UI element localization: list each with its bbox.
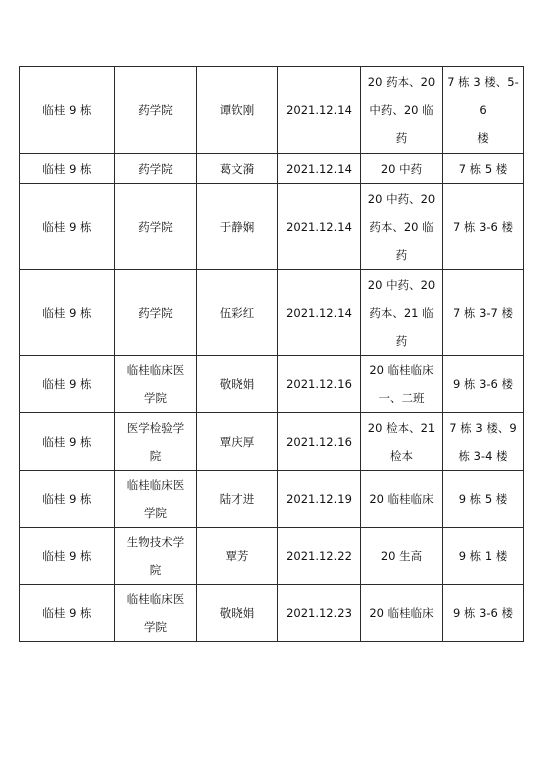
cell-location <box>443 270 524 356</box>
table-row <box>20 471 524 528</box>
cell-college-line: 药学院 <box>138 161 173 176</box>
cell-classes <box>361 413 443 471</box>
cell-classes-line: 20 检本、21 <box>367 420 436 435</box>
cell-person: 葛文漪 <box>197 154 278 184</box>
cell-location-line: 栋 3-4 楼 <box>458 448 508 463</box>
cell-classes <box>361 471 443 528</box>
cell-college-line: 药学院 <box>138 305 173 320</box>
table-row <box>20 154 524 184</box>
cell-person: 于静娴 <box>197 184 278 270</box>
cell-location <box>443 356 524 413</box>
cell-date: 2021.12.22 <box>278 528 361 585</box>
cell-classes-line: 一、二班 <box>378 391 425 405</box>
cell-college <box>115 528 197 585</box>
cell-college-line: 学院 <box>144 506 167 520</box>
cell-location <box>443 413 524 471</box>
cell-college-line: 学院 <box>144 391 167 405</box>
table-row <box>20 67 524 154</box>
cell-building: 临桂 9 栋 <box>20 471 115 528</box>
cell-college-line: 药学院 <box>138 103 173 117</box>
cell-college <box>115 471 197 528</box>
cell-college <box>115 585 197 642</box>
cell-location-line: 楼 <box>477 131 489 145</box>
cell-location-line: 7 栋 5 楼 <box>458 161 508 176</box>
cell-person: 敬晓娟 <box>197 356 278 413</box>
cell-building: 临桂 9 栋 <box>20 413 115 471</box>
cell-location-line: 7 栋 3 楼、5-6 <box>447 75 519 117</box>
cell-location-line: 7 栋 3-6 楼 <box>452 219 514 234</box>
cell-date: 2021.12.16 <box>278 413 361 471</box>
cell-college-line: 学院 <box>144 620 167 634</box>
cell-classes-line: 药本、20 临 <box>369 219 434 234</box>
cell-location <box>443 471 524 528</box>
cell-classes <box>361 356 443 413</box>
cell-classes-line: 20 中药、20 <box>367 191 436 206</box>
cell-classes-line: 20 生高 <box>380 549 423 563</box>
table-row <box>20 585 524 642</box>
cell-classes <box>361 585 443 642</box>
cell-classes-line: 检本 <box>390 448 413 463</box>
cell-classes <box>361 270 443 356</box>
cell-location-line: 7 栋 3 楼、9 <box>449 420 517 435</box>
cell-classes <box>361 67 443 154</box>
cell-person: 覃庆厚 <box>197 413 278 471</box>
cell-classes <box>361 528 443 585</box>
cell-person: 陆才进 <box>197 471 278 528</box>
table-row <box>20 184 524 270</box>
cell-college <box>115 154 197 184</box>
cell-classes-line: 药本、21 临 <box>369 305 434 320</box>
cell-college <box>115 413 197 471</box>
cell-classes-line: 20 药本、20 <box>367 75 436 89</box>
cell-building: 临桂 9 栋 <box>20 67 115 154</box>
table-row <box>20 528 524 585</box>
cell-location-line: 9 栋 3-6 楼 <box>452 377 514 391</box>
cell-college <box>115 270 197 356</box>
cell-location-line: 7 栋 3-7 楼 <box>452 305 514 320</box>
cell-location <box>443 67 524 154</box>
cell-date: 2021.12.16 <box>278 356 361 413</box>
cell-college-line: 临桂临床医 <box>126 592 185 606</box>
cell-college-line: 药学院 <box>138 219 173 234</box>
cell-location <box>443 154 524 184</box>
cell-date: 2021.12.14 <box>278 67 361 154</box>
cell-college <box>115 67 197 154</box>
cell-college-line: 临桂临床医 <box>126 363 185 377</box>
cell-classes-line: 20 临桂临床 <box>369 492 434 506</box>
table-row <box>20 356 524 413</box>
cell-date: 2021.12.23 <box>278 585 361 642</box>
cell-classes-line: 20 临桂临床 <box>369 606 434 620</box>
cell-person: 敬晓娟 <box>197 585 278 642</box>
cell-date: 2021.12.19 <box>278 471 361 528</box>
cell-college-line: 临桂临床医 <box>126 478 185 492</box>
table-row <box>20 270 524 356</box>
cell-building: 临桂 9 栋 <box>20 356 115 413</box>
cell-college-line: 生物技术学 <box>126 535 185 549</box>
cell-date: 2021.12.14 <box>278 154 361 184</box>
cell-location <box>443 528 524 585</box>
cell-building: 临桂 9 栋 <box>20 184 115 270</box>
cell-location-line: 9 栋 3-6 楼 <box>452 606 514 620</box>
cell-college-line: 院 <box>149 563 162 577</box>
cell-college <box>115 356 197 413</box>
cell-classes-line: 20 临桂临床 <box>369 363 434 377</box>
cell-classes <box>361 154 443 184</box>
cell-classes-line: 药 <box>395 131 408 145</box>
cell-college-line: 院 <box>149 448 162 463</box>
cell-classes-line: 20 中药、20 <box>367 277 436 292</box>
cell-classes-line: 药 <box>395 247 408 262</box>
cell-location-line: 9 栋 1 楼 <box>458 549 508 563</box>
cell-classes-line: 中药、20 临 <box>369 103 434 117</box>
table-row <box>20 413 524 471</box>
cell-building: 临桂 9 栋 <box>20 528 115 585</box>
table-body <box>20 67 524 642</box>
cell-classes <box>361 184 443 270</box>
cell-building: 临桂 9 栋 <box>20 270 115 356</box>
schedule-table <box>19 66 524 642</box>
cell-classes-line: 药 <box>395 333 408 348</box>
cell-building: 临桂 9 栋 <box>20 154 115 184</box>
cell-location-line: 9 栋 5 楼 <box>458 492 508 506</box>
cell-person: 覃芳 <box>197 528 278 585</box>
cell-college-line: 医学检验学 <box>126 420 185 435</box>
cell-date: 2021.12.14 <box>278 184 361 270</box>
cell-classes-line: 20 中药 <box>380 161 423 176</box>
cell-person: 伍彩红 <box>197 270 278 356</box>
cell-location <box>443 585 524 642</box>
cell-person: 谭钦刚 <box>197 67 278 154</box>
cell-building: 临桂 9 栋 <box>20 585 115 642</box>
cell-location <box>443 184 524 270</box>
cell-college <box>115 184 197 270</box>
cell-date: 2021.12.14 <box>278 270 361 356</box>
